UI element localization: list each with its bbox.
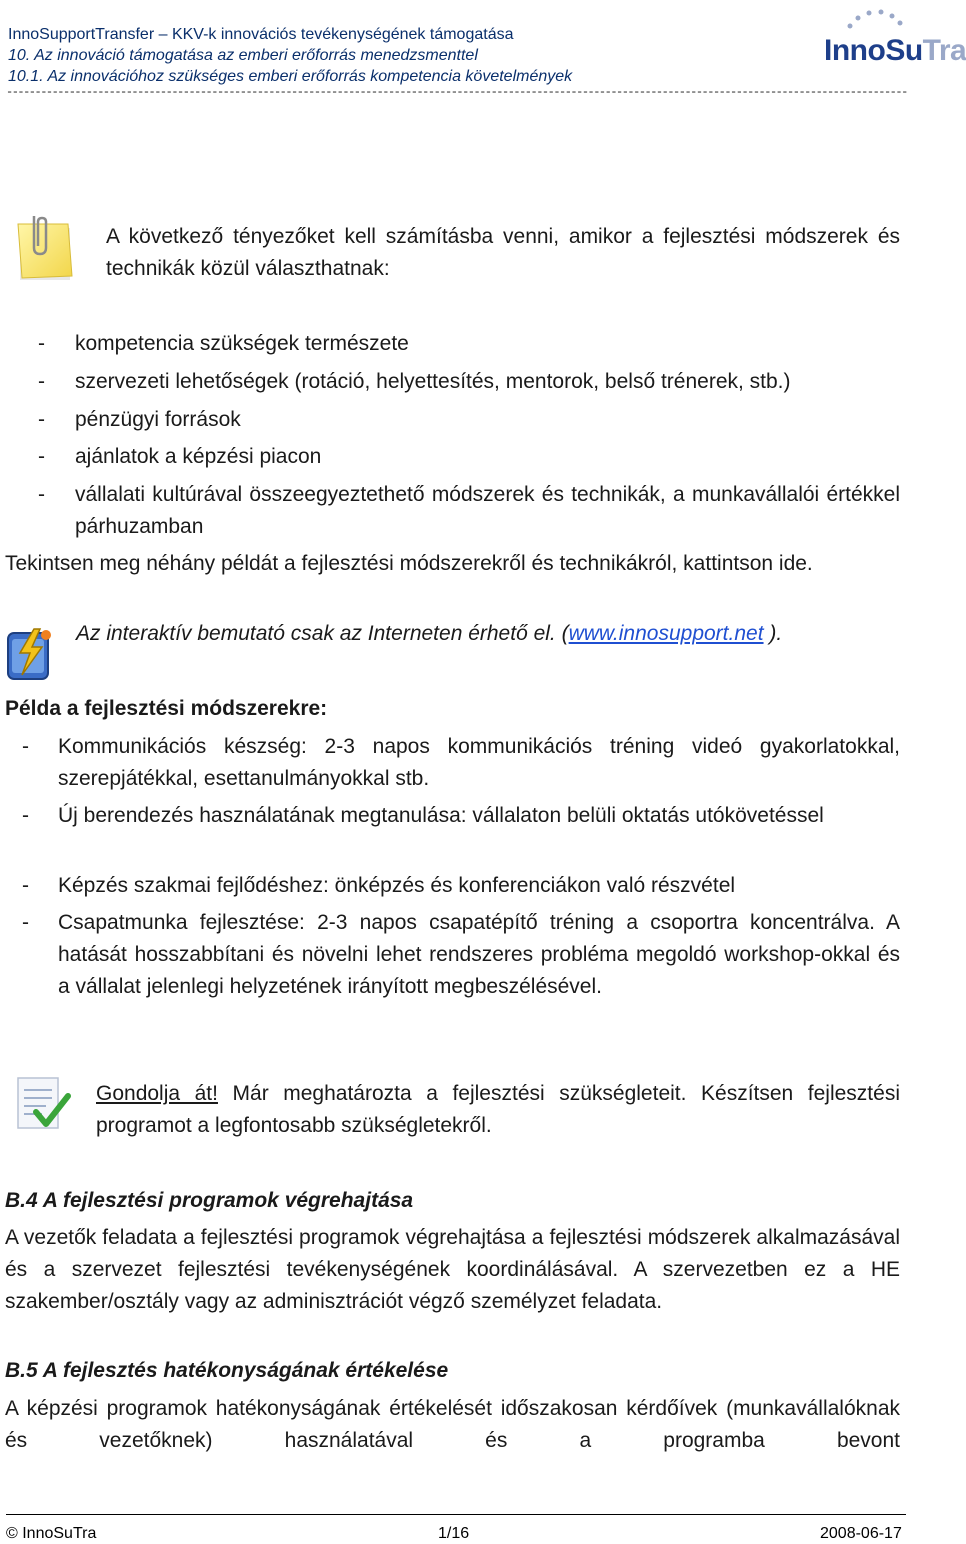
section-body-b5: A képzési programok hatékonyságának értékelését időszakosan kérdőívek (munkavállalóknak és vezetőknek) használatával és a programba bevont bbox=[5, 1397, 900, 1452]
list-item: - szervezeti lehetőségek (rotáció, helyettesítés, mentorok, belső trénerek, stb.) bbox=[38, 370, 791, 393]
footer-copyright: © InnoSuTra bbox=[6, 1525, 97, 1542]
list-item: - kompetencia szükségek természete bbox=[38, 332, 409, 355]
list-item: - Új berendezés használatának megtanulása: vállalaton belüli oktatás utókövetéssel bbox=[22, 804, 824, 827]
interactive-video-icon bbox=[4, 625, 56, 683]
list-item: - ajánlatok a képzési piacon bbox=[38, 445, 322, 468]
section-heading-b5: B.5 A fejlesztés hatékonyságának értékelése bbox=[5, 1359, 449, 1382]
footer-date: 2008-06-17 bbox=[820, 1525, 902, 1542]
innosupport-link[interactable]: www.innosupport.net bbox=[568, 622, 764, 645]
note-clip-icon bbox=[16, 214, 76, 284]
section-heading-b4: B.4 A fejlesztési programok végrehajtása bbox=[5, 1189, 414, 1212]
interactive-note: Az interaktív bemutató csak az Interneten érhető el. (www.innosupport.net ). bbox=[76, 622, 783, 645]
think-link[interactable]: Gondolja át! bbox=[96, 1082, 218, 1105]
list-item: - Képzés szakmai fejlődéshez: önképzés és konferenciákon való részvétel bbox=[22, 874, 736, 897]
list-item: - vállalati kultúrával összeegyeztethető módszerek és technikák, a munkavállalói értékkel párhuzamban bbox=[38, 483, 900, 538]
list-item: - Csapatmunka fejlesztése: 2-3 napos csapatépítő tréning a csoportra koncentrálva. A hatását hosszabbítani és növelni lehet rendszeres probléma megoldó workshop-okkal és a vállalat jelenlegi helyzetének irányított megbeszélésével. bbox=[22, 911, 900, 998]
methods-title: Példa a fejlesztési módszerekre: bbox=[5, 697, 328, 720]
footer-rule bbox=[6, 1514, 906, 1515]
intro-text: A következő tényezőket kell számításba venni, amikor a fejlesztési módszerek és technikák közül választhatnak: bbox=[106, 225, 900, 280]
header-chapter: 10. Az innováció támogatása az emberi erőforrás menedzsmenttel bbox=[8, 47, 478, 64]
header-title: InnoSupportTransfer – KKV-k innovációs tevékenységének támogatása bbox=[8, 26, 514, 43]
examples-paragraph[interactable]: Tekintsen meg néhány példát a fejlesztési módszerekről és technikákról, kattintson ide. bbox=[5, 552, 813, 575]
footer-page-number: 1/16 bbox=[438, 1525, 470, 1542]
list-item: - pénzügyi források bbox=[38, 408, 241, 431]
checklist-icon bbox=[12, 1076, 72, 1134]
list-item: - Kommunikációs készség: 2-3 napos kommunikációs tréning videó gyakorlatokkal, szerepjátékkal, esettanulmányokkal stb. bbox=[22, 735, 900, 790]
header-section: 10.1. Az innovációhoz szükséges emberi erőforrás kompetencia követelmények bbox=[8, 68, 573, 85]
innosutra-logo: InnoSuTra bbox=[824, 8, 956, 68]
header-separator: -------------------------------------------------------------------------------------------------------------------------------------------------------------- bbox=[6, 85, 907, 99]
section-body-b4: A vezetők feladata a fejlesztési programok végrehajtása a fejlesztési módszerek alkalmazásával és a szervezet fejlesztési tevékenységének koordinálásával. A szervezetben ez a HE szakember/osztály vagy az adminisztrációt végző személyzet feladata. bbox=[5, 1226, 900, 1313]
think-paragraph: Gondolja át! Már meghatározta a fejlesztési szükségleteit. Készítsen fejlesztési programot a legfontosabb szükségletekről. bbox=[96, 1082, 900, 1137]
